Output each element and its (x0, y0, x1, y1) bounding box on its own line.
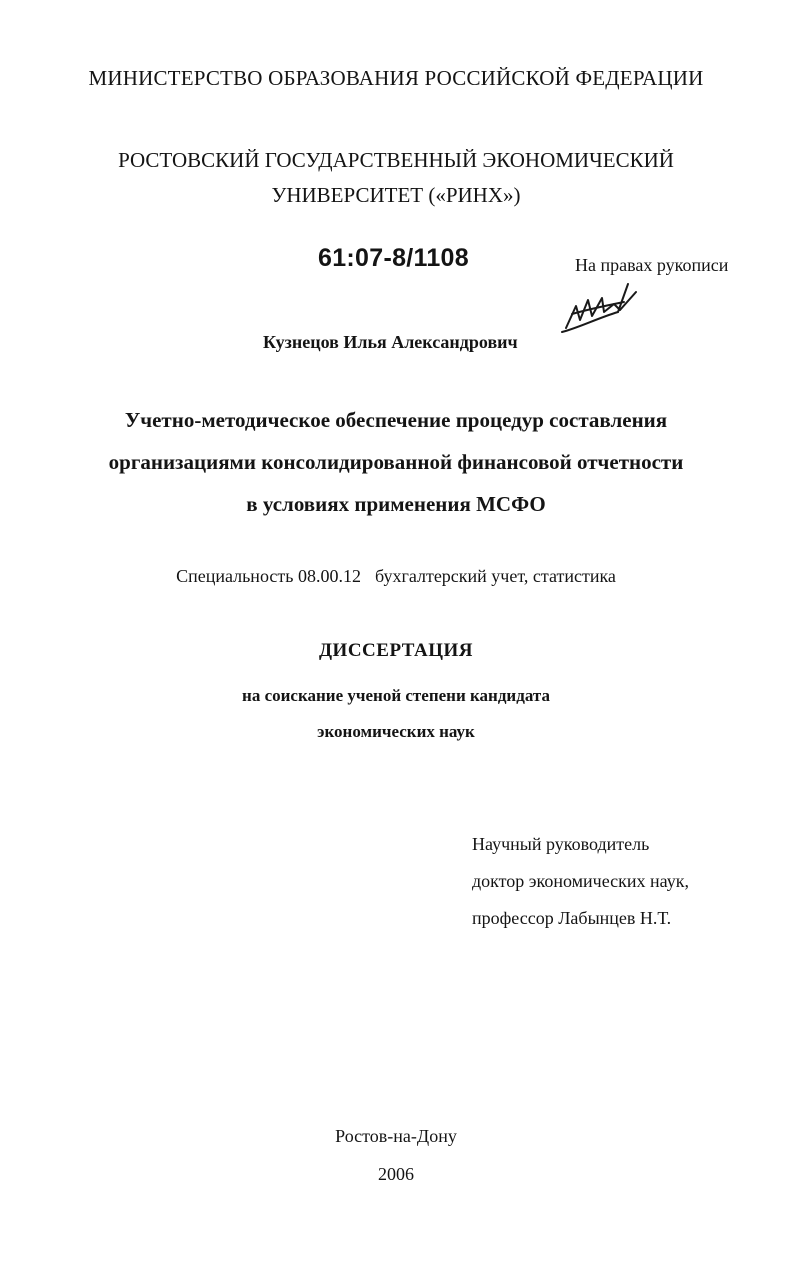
specialty-line (0, 566, 792, 587)
ministry-heading: МИНИСТЕРСТВО ОБРАЗОВАНИЯ РОССИЙСКОЙ ФЕДЕРАЦИИ (88, 66, 704, 90)
advisor-line-2: доктор экономических наук, (472, 871, 689, 891)
university-line-1: РОСТОВСКИЙ ГОСУДАРСТВЕННЫЙ ЭКОНОМИЧЕСКИЙ (118, 148, 674, 172)
handwritten-signature-icon (558, 270, 648, 340)
advisor-line-1: Научный руководитель (472, 834, 650, 854)
title-line-2: организациями консолидированной финансовой отчетности (108, 450, 684, 474)
document-type: ДИССЕРТАЦИЯ (318, 640, 474, 661)
university-heading (0, 143, 792, 213)
manuscript-rights-note: На правах рукописи (575, 255, 729, 275)
degree-description (0, 678, 792, 750)
advisor-line-3: профессор Лабынцев Н.Т. (472, 908, 672, 928)
university-line-2: УНИВЕРСИТЕТ («РИНХ») (271, 183, 521, 207)
catalog-code: 61:07-8/1108 (318, 244, 469, 272)
city: Ростов-на-Дону (335, 1126, 457, 1146)
author-name: Кузнецов Илья Александрович (263, 332, 518, 352)
scientific-advisor (472, 826, 689, 937)
specialty-code: Специальность 08.00.12 (176, 566, 361, 586)
title-line-1: Учетно-методическое обеспечение процедур составления (124, 408, 668, 432)
title-line-3: в условиях применения МСФО (246, 492, 546, 516)
degree-line-2: экономических наук (317, 722, 475, 741)
year: 2006 (378, 1164, 414, 1184)
specialty-name: бухгалтерский учет, статистика (374, 566, 616, 586)
degree-line-1: на соискание ученой степени кандидата (242, 686, 550, 705)
dissertation-title (0, 399, 792, 525)
